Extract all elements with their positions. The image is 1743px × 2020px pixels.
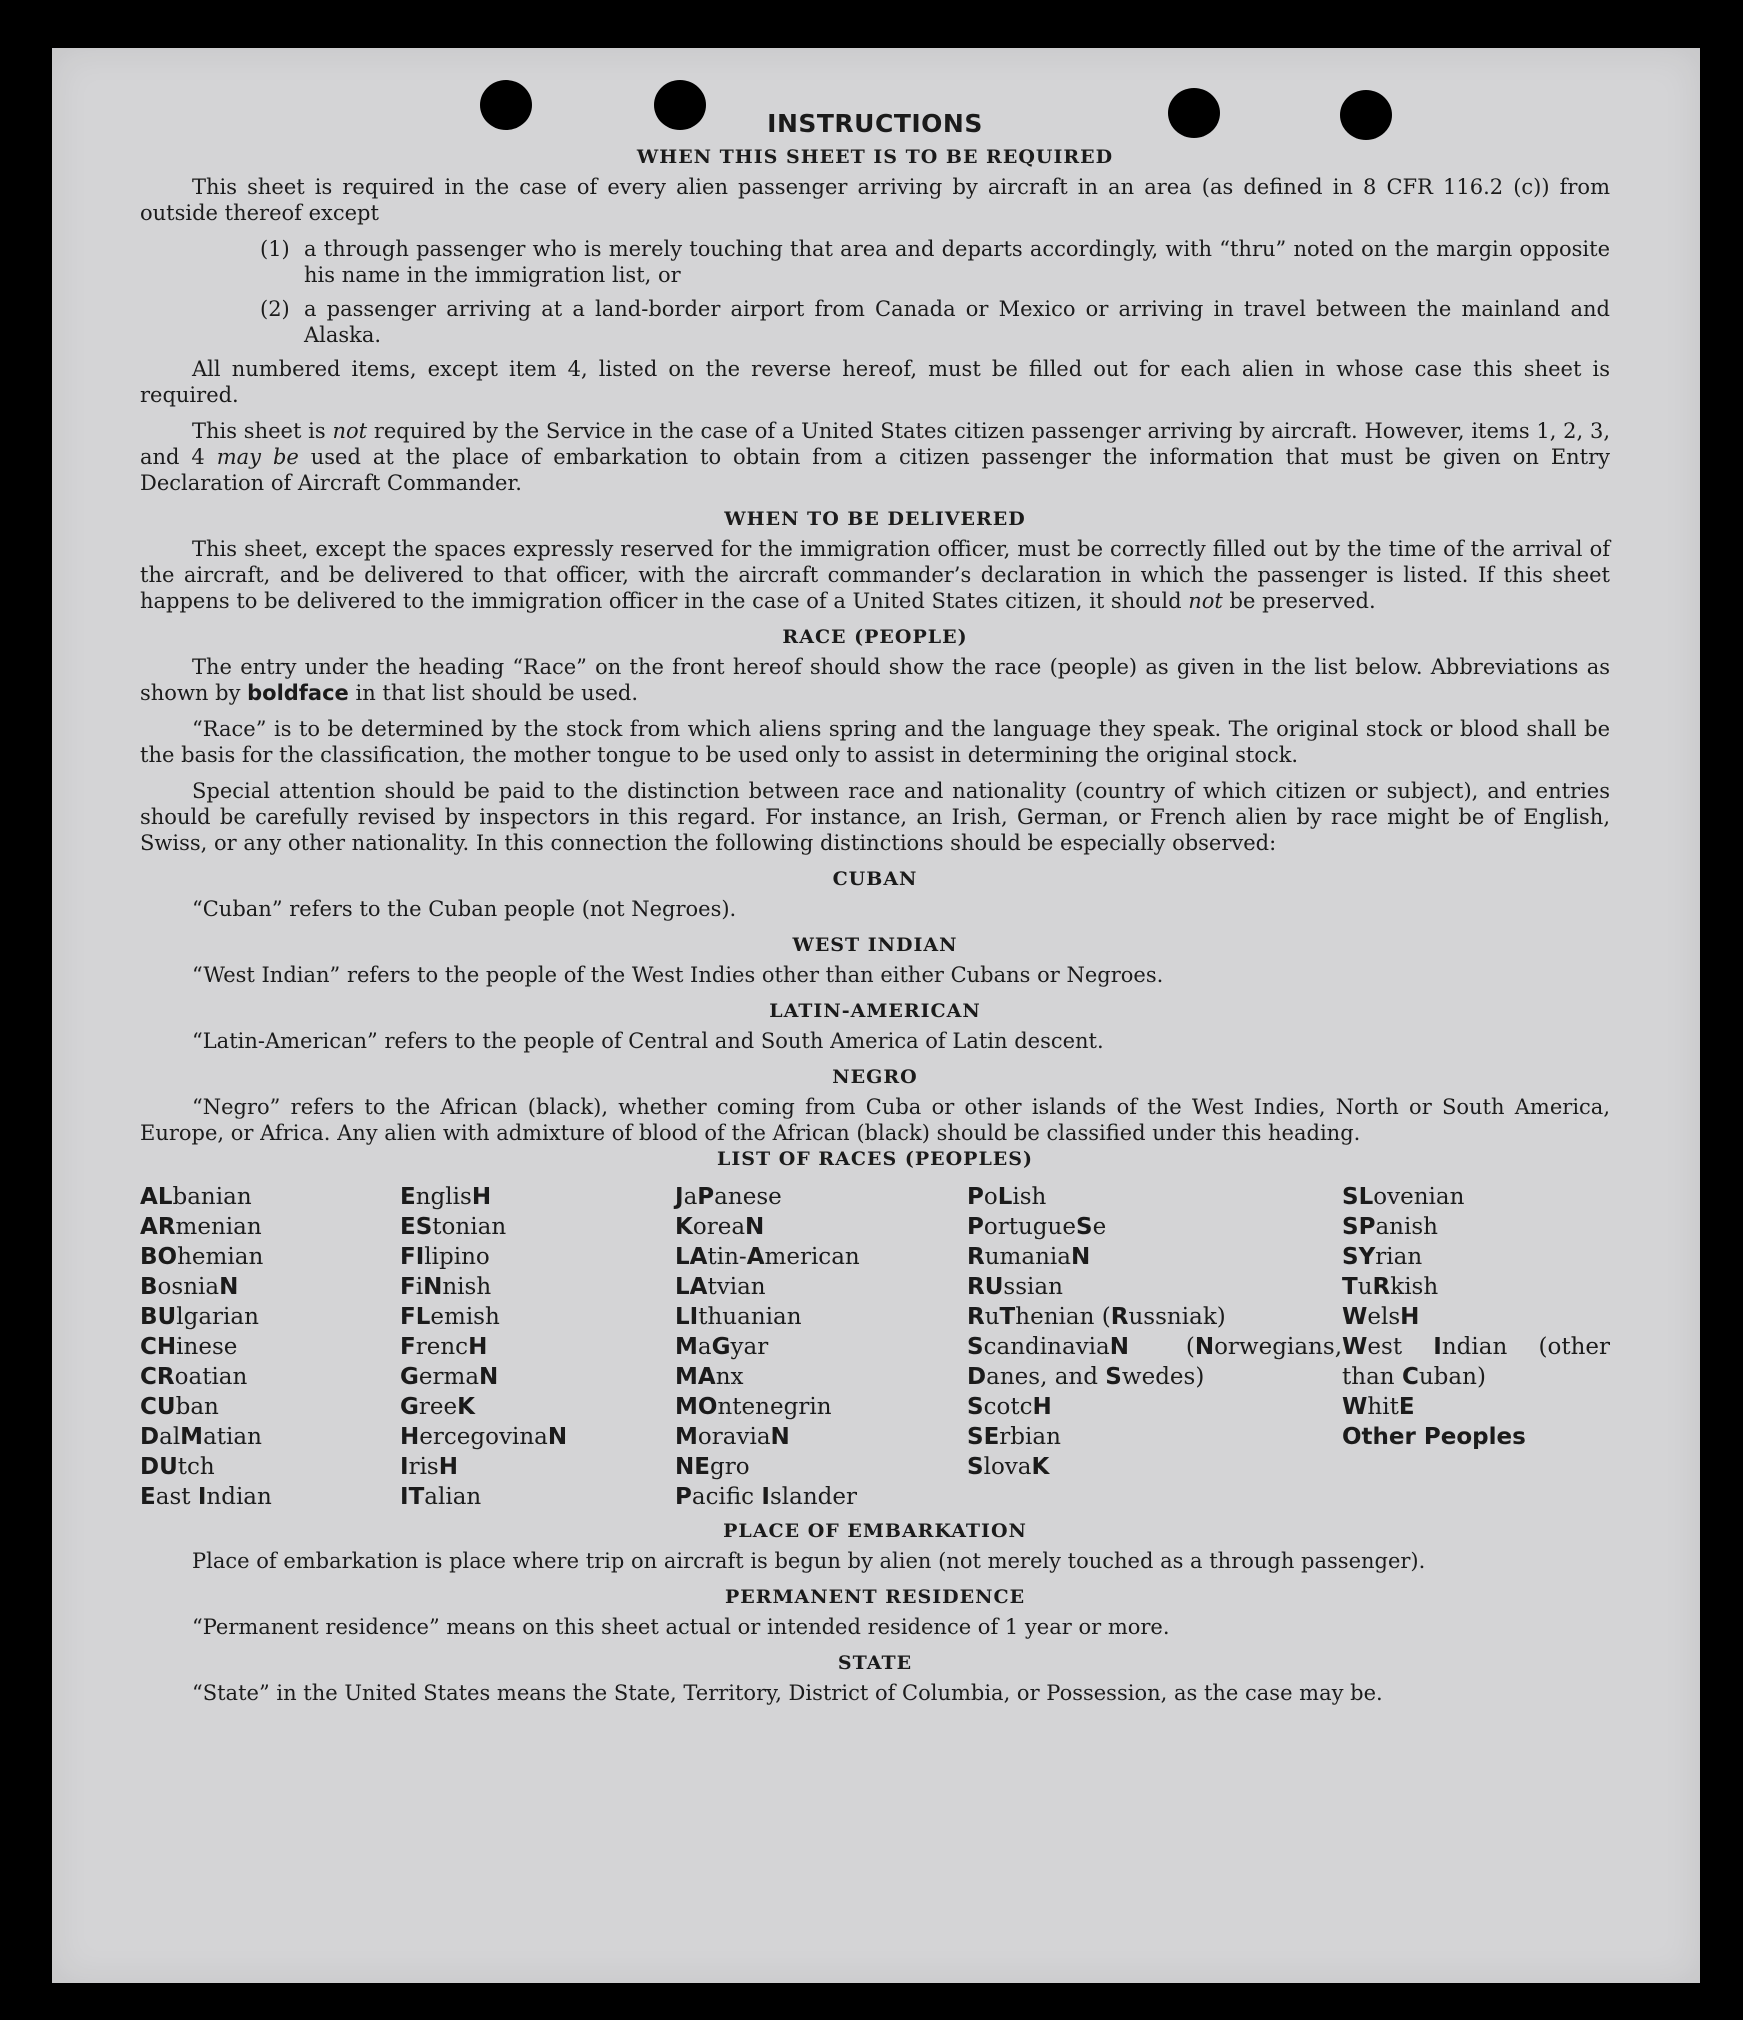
- race-entry: MAnx: [675, 1364, 744, 1390]
- document-sheet: [52, 48, 1700, 1983]
- races-column: [967, 1182, 1342, 1512]
- race-entry: TuRkish: [1342, 1274, 1439, 1300]
- race-entry: LAtvian: [675, 1274, 766, 1300]
- race-entry: HercegovinaN: [400, 1424, 568, 1450]
- race-entry: BOhemian: [140, 1244, 264, 1270]
- race-entry: Pacifc Islander: [675, 1484, 858, 1510]
- paragraph: This sheet is required in the case of every alien passenger arriving by aircraft in an area (as defined in 8 CFR 116.2 (c)) from outside thereof except: [140, 175, 1610, 225]
- heading-latin-american: LATIN-AMERICAN: [769, 1000, 981, 1022]
- italic-text: may be: [216, 445, 299, 469]
- race-entry: MOntenegrin: [675, 1394, 832, 1420]
- race-entry: LIthuanian: [675, 1304, 802, 1330]
- race-entry: SLovenian: [1342, 1184, 1465, 1210]
- race-entry: FLemish: [400, 1304, 500, 1330]
- races-column: [675, 1182, 967, 1512]
- text-run: This sheet, except the spaces expressly reserved for the immigration officer, must be correctly filled out by the time of the arrival of the aircraft, and be delivered to that officer, with the aircraft commander’s declaration in which the passenger is listed. If this sheet happens to be delivered to the immigration officer in the case of a United States citizen, it should: [140, 537, 1610, 613]
- race-entry: CUban: [140, 1394, 219, 1420]
- race-entry: WelsH: [1342, 1304, 1420, 1330]
- race-entry: FiNnish: [400, 1274, 492, 1300]
- race-entry: IrisH: [400, 1454, 458, 1480]
- race-entry: RuThenian (Russniak): [967, 1304, 1226, 1330]
- bold-text: boldface: [247, 681, 349, 705]
- definition: “Negro” refers to the African (black), whether coming from Cuba or other islands of the West Indies, North or South America, Europe, or Africa. Any alien with admixture of blood of the African (black) should be classified under this heading.: [140, 1095, 1610, 1145]
- text-run: This sheet is: [192, 419, 333, 443]
- race-entry: WhitE: [1342, 1394, 1415, 1420]
- race-entry: East Indian: [140, 1484, 272, 1510]
- races-column: [400, 1182, 675, 1512]
- race-entry: PoLish: [967, 1184, 1047, 1210]
- race-entry: FrencH: [400, 1334, 488, 1360]
- race-entry: LAtin-American: [675, 1244, 860, 1270]
- race-entry: DUtch: [140, 1454, 215, 1480]
- race-entry: ALbanian: [140, 1184, 252, 1210]
- paragraph: Special attention should be paid to the distinction between race and nationality (country of which citizen or subject), and entries should be carefully revised by inspectors in this regard. For instance, an Irish, German, or French alien by race might be of English, Swiss, or any other nationality. In this connection the following distinctions should be especially observed:: [140, 779, 1610, 855]
- race-entry: ScotcH: [967, 1394, 1052, 1420]
- text-run: The entry under the heading “Race” on the front hereof should show the race (people) as given in the list below. Abbreviations as shown by: [140, 655, 1610, 705]
- italic-text: not: [332, 419, 368, 443]
- definition: “West Indian” refers to the people of the West Indies other than either Cubans or Negroes.: [192, 963, 1164, 987]
- text-run: required by the Service in the case of a United States citizen passenger arriving by aircraft. However, items 1, 2, 3, and 4: [140, 419, 1611, 469]
- text-run: used at the place of embarkation to obtain from a citizen passenger the information that must be given on Entry Declaration of Aircraft Commander.: [140, 445, 1611, 495]
- heading-state: STATE: [837, 1652, 913, 1674]
- item-text: a passenger arriving at a land-border airport from Canada or Mexico or arriving in travel between the mainland and Alaska.: [304, 297, 1610, 347]
- paragraph: “Race” is to be determined by the stock from which aliens spring and the language they speak. The original stock or blood shall be the basis for the classification, the mother tongue to be used only to assist in determining the original stock.: [140, 717, 1610, 767]
- instructions-content: [140, 108, 1610, 1716]
- item-number: (2): [260, 297, 290, 321]
- race-entry: DalMatian: [140, 1424, 262, 1450]
- race-entry: GermaN: [400, 1364, 499, 1390]
- race-entry: SErbian: [967, 1424, 1061, 1450]
- heading-place-of-embarkation: PLACE OF EMBARKATION: [723, 1520, 1027, 1542]
- italic-text: not: [1188, 589, 1223, 613]
- paragraph: [140, 536, 1610, 614]
- definition: “Latin-American” refers to the people of Central and South America of Latin descent.: [192, 1029, 1104, 1053]
- race-entry: SYrian: [1342, 1244, 1423, 1270]
- race-entry: RUssian: [967, 1274, 1063, 1300]
- race-entry: RumaniaN: [967, 1244, 1091, 1270]
- race-entry: BosniaN: [140, 1274, 239, 1300]
- race-entry: CHinese: [140, 1334, 238, 1360]
- definition: “Cuban” refers to the Cuban people (not Negroes).: [192, 897, 737, 921]
- definition: “Permanent residence” means on this sheet actual or intended residence of 1 year or more.: [192, 1615, 1170, 1639]
- text-run: be preserved.: [1222, 589, 1376, 613]
- race-entry: FIlipino: [400, 1244, 490, 1270]
- heading-west-indian: WEST INDIAN: [792, 934, 958, 956]
- heading-cuban: CUBAN: [832, 868, 918, 890]
- definition: Place of embarkation is place where trip on aircraft is begun by alien (not merely touched as a through passenger).: [192, 1549, 1426, 1573]
- race-entry: KoreaN: [675, 1214, 765, 1240]
- races-column: [1342, 1182, 1610, 1512]
- races-column: [140, 1182, 400, 1512]
- race-entry: SlovaK: [967, 1454, 1050, 1480]
- race-entry: ARmenian: [140, 1214, 262, 1240]
- races-table: [140, 1182, 1610, 1512]
- list-item: [260, 236, 1610, 288]
- heading-permanent-residence: PERMANENT RESIDENCE: [724, 1586, 1026, 1608]
- race-entry: MoraviaN: [675, 1424, 790, 1450]
- race-entry: ITalian: [400, 1484, 482, 1510]
- race-entry: ScandinaviaN (Norwegians, Danes, and Swedes): [967, 1334, 1342, 1390]
- list-item: [260, 296, 1610, 348]
- race-entry: Other Peoples: [1342, 1424, 1526, 1450]
- race-entry: NEgro: [675, 1454, 750, 1480]
- heading-negro: NEGRO: [832, 1066, 918, 1088]
- text-run: in that list should be used.: [348, 681, 639, 705]
- paragraph: [140, 654, 1610, 706]
- race-entry: West Indian (other than Cuban): [1342, 1334, 1611, 1390]
- heading-race: RACE (PEOPLE): [782, 626, 968, 648]
- heading-when-required: WHEN THIS SHEET IS TO BE REQUIRED: [636, 146, 1114, 168]
- heading-when-delivered: WHEN TO BE DELIVERED: [724, 508, 1026, 530]
- paragraph: [140, 418, 1610, 496]
- race-entry: BUlgarian: [140, 1304, 259, 1330]
- item-number: (1): [260, 237, 290, 261]
- race-entry: CRoatian: [140, 1364, 248, 1390]
- paragraph: All numbered items, except item 4, listed on the reverse hereof, must be filled out for each alien in whose case this sheet is required.: [140, 357, 1610, 407]
- race-entry: GreeK: [400, 1394, 475, 1420]
- heading-list-of-races: LIST OF RACES (PEOPLES): [717, 1148, 1033, 1170]
- race-entry: MaGyar: [675, 1334, 769, 1360]
- page-title: INSTRUCTIONS: [767, 109, 983, 138]
- race-entry: EStonian: [400, 1214, 507, 1240]
- race-entry: SPanish: [1342, 1214, 1438, 1240]
- race-entry: EnglisH: [400, 1184, 492, 1210]
- item-text: a through passenger who is merely touching that area and departs accordingly, with “thru” noted on the margin opposite his name in the immigration list, or: [304, 237, 1610, 287]
- definition: “State” in the United States means the State, Territory, District of Columbia, or Possession, as the case may be.: [192, 1681, 1383, 1705]
- race-entry: PortugueSe: [967, 1214, 1107, 1240]
- race-entry: JaPanese: [675, 1184, 782, 1210]
